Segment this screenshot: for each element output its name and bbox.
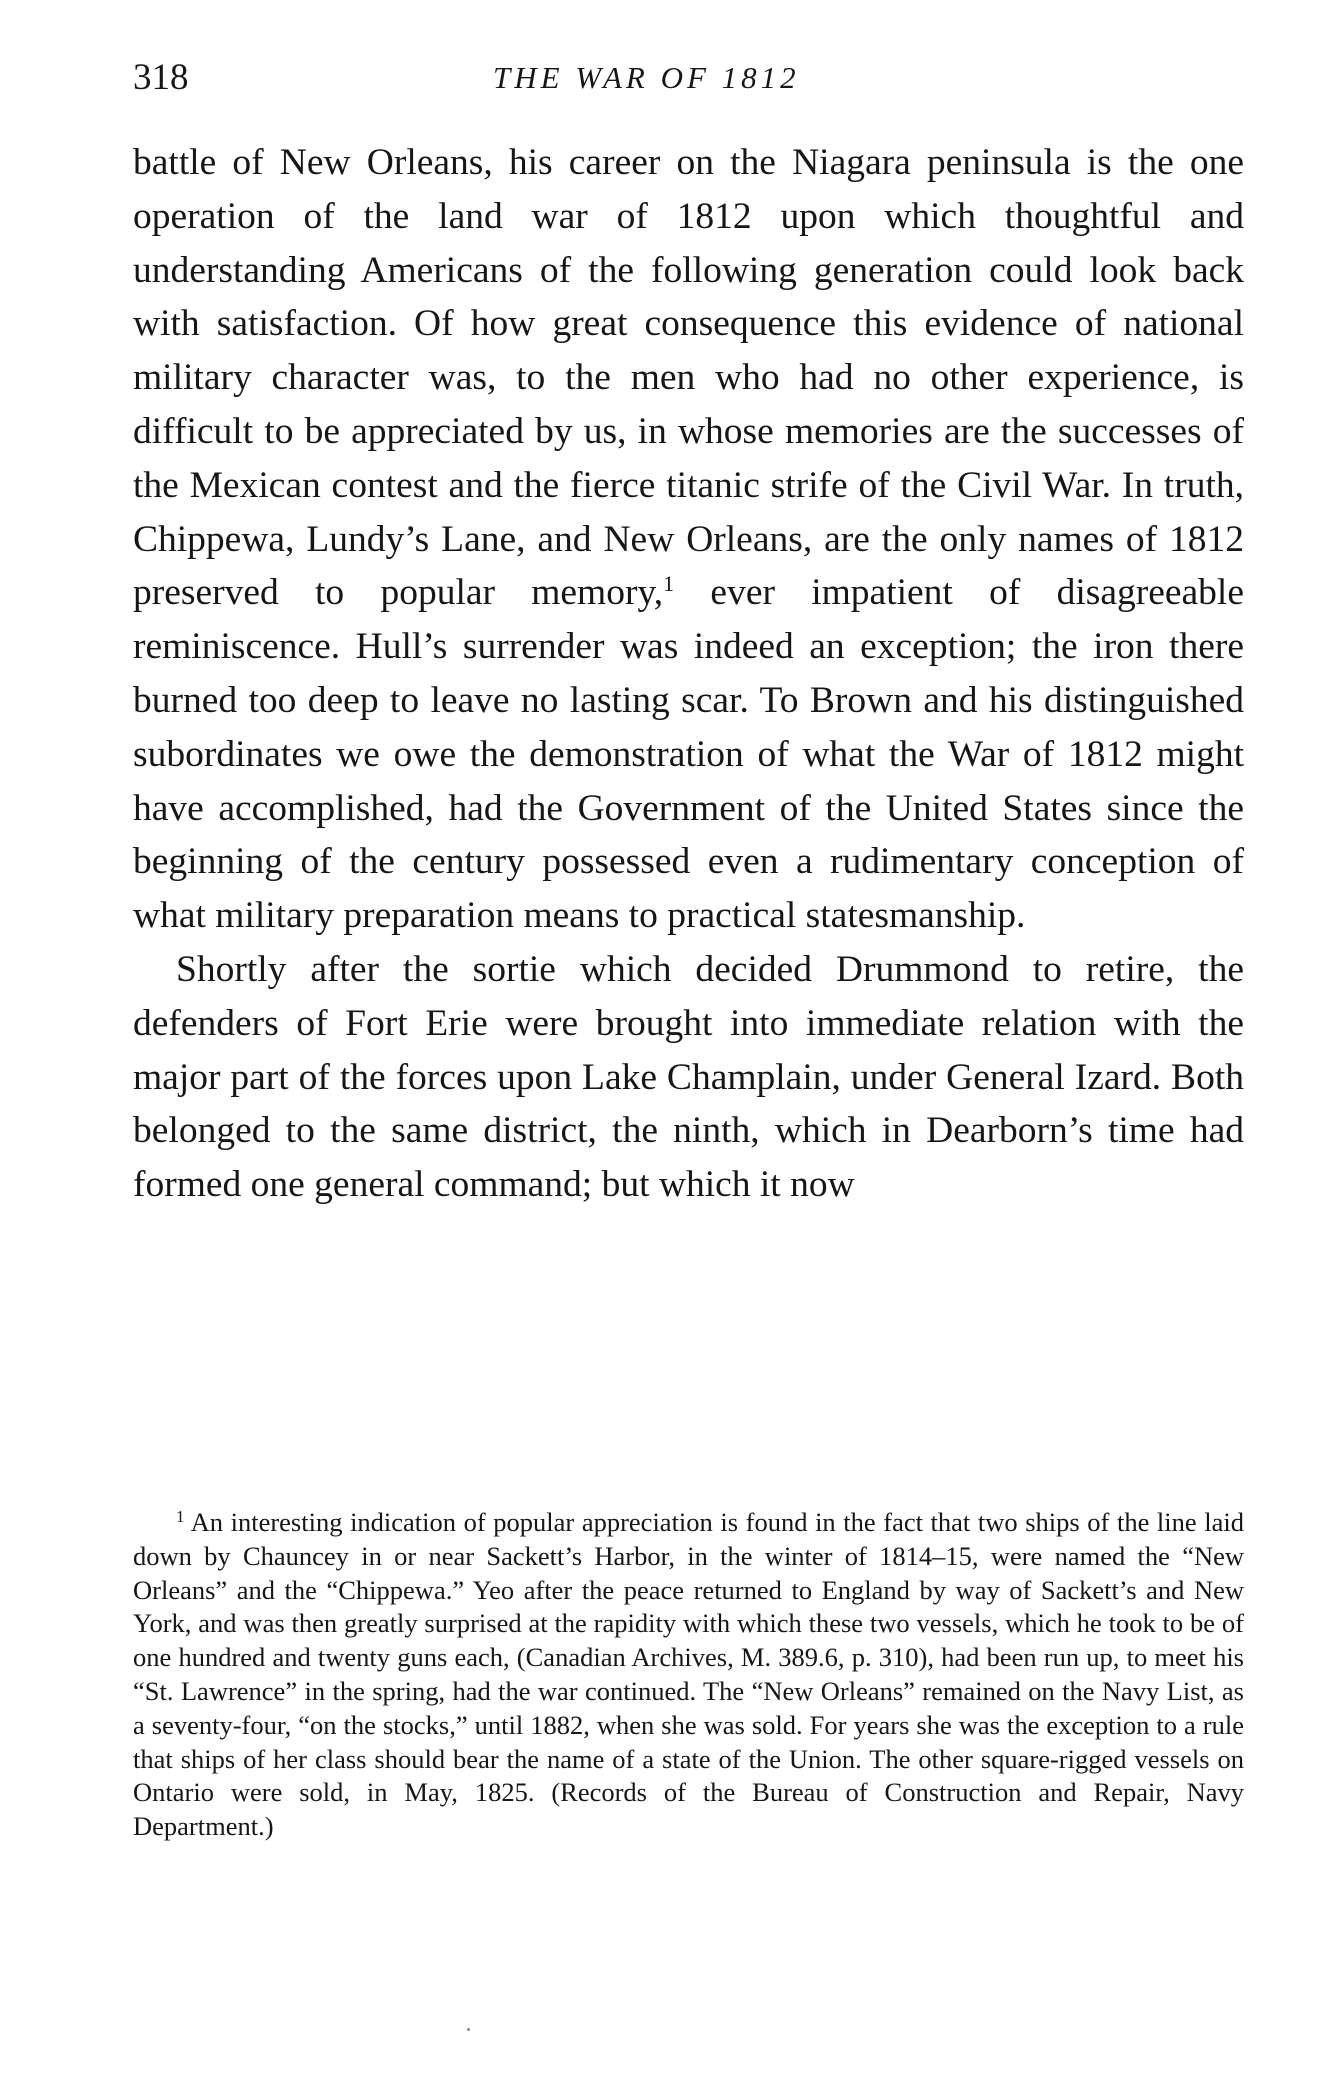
running-head — [133, 52, 1249, 104]
paragraph-1-text-a: battle of New Orleans, his career on the Niagara peninsula is the one operation of the land war of 1812 upon which thoughtful and understanding Americans of the following generation could look back with satisfaction. Of how great consequence this evidence of national military character was, to the men who had no other experience, is difficult to be appreciated by us, in whose memories are the successes of the Mexican contest and the fierce titanic strife of the Civil War. In truth, Chippewa, Lundy’s Lane, and New Orleans, are the only names of 1812 preserved to popular memory, — [133, 142, 1244, 614]
print-speck — [467, 2028, 470, 2031]
body-text — [133, 136, 1244, 1212]
footnote-reference: 1 — [663, 571, 675, 597]
paragraph-1 — [133, 136, 1244, 943]
footnote-marker: 1 — [176, 1507, 185, 1526]
running-title: THE WAR OF 1812 — [493, 60, 800, 95]
footnote-text: An interesting indication of popular appreciation is found in the fact that two ships of the line laid down by Chauncey in or near Sackett’s Harbor, in the winter of 1814–15, were named the “New Orleans” and the “Chippewa.” Yeo after the peace returned to England by way of Sackett’s and New York, and was then greatly surprised at the rapidity with which these two vessels, which he took to be of one hundred and twenty guns each, (Canadian Archives, M. 389.6, p. 310), had been run up, to meet his “St. Lawrence” in the spring, had the war continued. The “New Orleans” remained on the Navy List, as a seventy-four, “on the stocks,” until 1882, when she was sold. For years she was the exception to a rule that ships of her class should bear the name of a state of the Union. The other square-rigged vessels on Ontario were sold, in May, 1825. (Records of the Bureau of Construction and Repair, Navy Department.) — [133, 1507, 1244, 1842]
paragraph-1-text-b: ever impatient of disagreeable reminiscence. Hull’s surrender was indeed an exception; the iron there burned too deep to leave no lasting scar. To Brown and his distinguished subordinates we owe the demonstration of what the War of 1812 might have accomplished, had the Government of the United States since the beginning of the century possessed even a rudimentary conception of what military preparation means to practical statesmanship. — [133, 572, 1244, 937]
paragraph-2: Shortly after the sortie which decided Drummond to retire, the defenders of Fort Erie were brought into immediate relation with the major part of the forces upon Lake Champlain, under General Izard. Both belonged to the same district, the ninth, which in Dearborn’s time had formed one general command; but which it now — [133, 948, 1244, 1206]
footnote — [133, 1506, 1244, 1844]
page-number: 318 — [133, 57, 189, 98]
